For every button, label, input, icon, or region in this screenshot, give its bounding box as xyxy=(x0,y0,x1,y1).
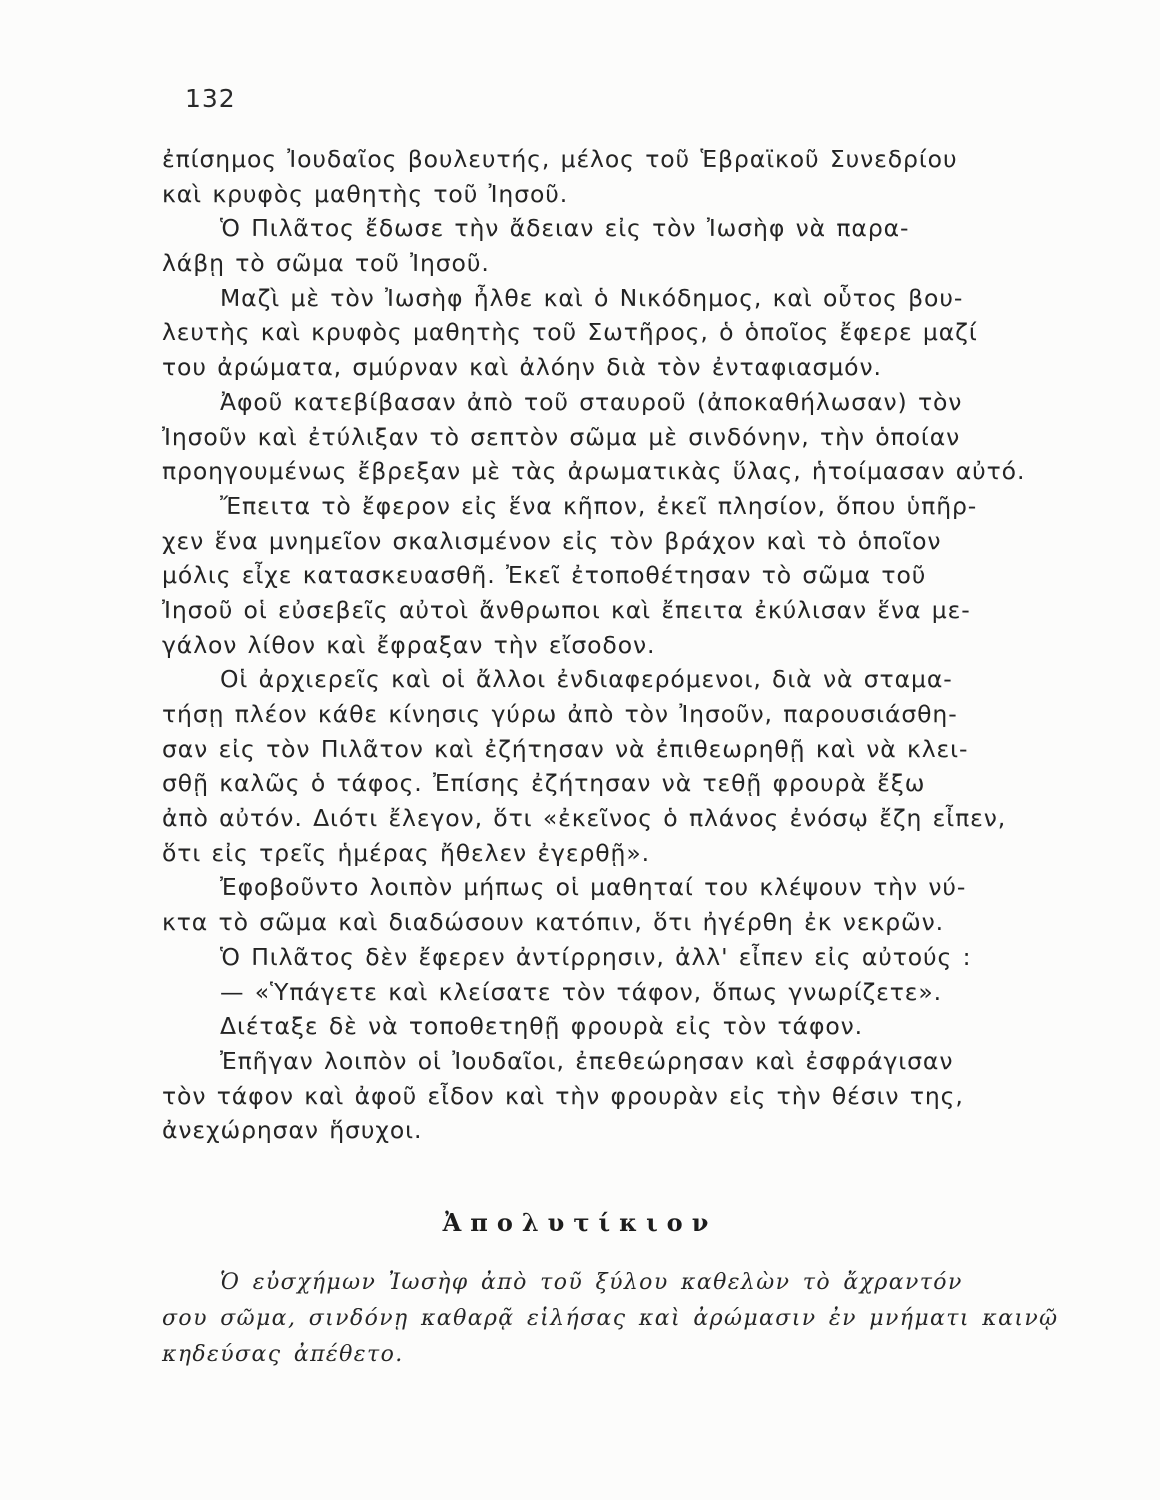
apolytikion-hymn xyxy=(162,1265,1097,1373)
hymn-line: κηδεύσας ἀπέθετο. xyxy=(162,1342,404,1367)
text-line: χεν ἕνα μνημεῖον σκαλισμένον εἰς τὸν βράχον καὶ τὸ ὁποῖον xyxy=(162,526,942,555)
hymn-line: σου σῶμα, σινδόνῃ καθαρᾷ εἱλήσας καὶ ἀρώμασιν ἐν μνήματι καινῷ xyxy=(162,1306,1059,1331)
hymn-line: Ὁ εὐσχήμων Ἰωσὴφ ἀπὸ τοῦ ξύλου καθελὼν τὸ ἄχραντόν xyxy=(220,1270,963,1295)
text-line: ἀνεχώρησαν ἥσυχοι. xyxy=(162,1116,423,1145)
page-number: 132 xyxy=(185,84,236,113)
text-line: λάβῃ τὸ σῶμα τοῦ Ἰησοῦ. xyxy=(162,249,490,278)
text-line: ἀπὸ αὐτόν. Διότι ἔλεγον, ὅτι «ἐκεῖνος ὁ πλάνος ἐνόσῳ ἔζη εἶπεν, xyxy=(162,804,1007,833)
text-line: κτα τὸ σῶμα καὶ διαδώσουν κατόπιν, ὅτι ἠγέρθη ἐκ νεκρῶν. xyxy=(162,908,944,937)
text-line: Ἐπῆγαν λοιπὸν οἱ Ἰουδαῖοι, ἐπεθεώρησαν καὶ ἐσφράγισαν xyxy=(220,1046,954,1075)
text-line: Οἱ ἀρχιερεῖς καὶ οἱ ἄλλοι ἐνδιαφερόμενοι, διὰ νὰ σταμα- xyxy=(220,665,953,694)
text-line: γάλον λίθον καὶ ἔφραξαν τὴν εἴσοδον. xyxy=(162,630,656,659)
text-line: Ἀφοῦ κατεβίβασαν ἀπὸ τοῦ σταυροῦ (ἀποκαθήλωσαν) τὸν xyxy=(220,387,963,416)
text-line: σθῇ καλῶς ὁ τάφος. Ἐπίσης ἐζήτησαν νὰ τεθῇ φρουρὰ ἔξω xyxy=(162,769,926,798)
apolytikion-heading: Ἀπολυτίκιον xyxy=(442,1208,718,1237)
text-line: τὸν τάφον καὶ ἀφοῦ εἶδον καὶ τὴν φρουρὰν εἰς τὴν θέσιν της, xyxy=(162,1081,964,1110)
text-line: Ἔπειτα τὸ ἔφερον εἰς ἕνα κῆπον, ἐκεῖ πλησίον, ὅπου ὑπῆρ- xyxy=(220,491,978,520)
text-line: ὅτι εἰς τρεῖς ἡμέρας ἤθελεν ἐγερθῇ». xyxy=(162,838,650,867)
text-line: λευτὴς καὶ κρυφὸς μαθητὴς τοῦ Σωτῆρος, ὁ ὁποῖος ἔφερε μαζί xyxy=(162,318,978,347)
text-line: Διέταξε δὲ νὰ τοποθετηθῇ φρουρὰ εἰς τὸν τάφον. xyxy=(220,1012,864,1041)
text-line: του ἀρώματα, σμύρναν καὶ ἀλόην διὰ τὸν ἐνταφιασμόν. xyxy=(162,353,882,382)
text-line: Ὁ Πιλᾶτος ἔδωσε τὴν ἄδειαν εἰς τὸν Ἰωσὴφ νὰ παρα- xyxy=(220,214,910,243)
text-line: Μαζὶ μὲ τὸν Ἰωσὴφ ἦλθε καὶ ὁ Νικόδημος, καὶ οὗτος βου- xyxy=(220,283,964,312)
text-line: Ἰησοῦν καὶ ἐτύλιξαν τὸ σεπτὸν σῶμα μὲ σινδόνην, τὴν ὁποίαν xyxy=(162,422,961,451)
text-line: μόλις εἶχε κατασκευασθῆ. Ἐκεῖ ἐτοποθέτησαν τὸ σῶμα τοῦ xyxy=(162,561,927,590)
text-line: Ἰησοῦ οἱ εὐσεβεῖς αὐτοὶ ἄνθρωποι καὶ ἔπειτα ἐκύλισαν ἕνα με- xyxy=(162,595,971,624)
text-line: σαν εἰς τὸν Πιλᾶτον καὶ ἐζήτησαν νὰ ἐπιθεωρηθῇ καὶ νὰ κλει- xyxy=(162,734,969,763)
text-line: καὶ κρυφὸς μαθητὴς τοῦ Ἰησοῦ. xyxy=(162,179,569,208)
text-line: προηγουμένως ἔβρεξαν μὲ τὰς ἀρωματικὰς ὕλας, ἡτοίμασαν αὐτό. xyxy=(162,457,1026,486)
text-line: — «Ὑπάγετε καὶ κλείσατε τὸν τάφον, ὅπως γνωρίζετε». xyxy=(220,977,943,1006)
body-text xyxy=(162,142,1092,1148)
text-line: τήσῃ πλέον κάθε κίνησις γύρω ἀπὸ τὸν Ἰησοῦν, παρουσιάσθη- xyxy=(162,700,958,728)
text-line: ἐπίσημος Ἰουδαῖος βουλευτής, μέλος τοῦ Ἑβραϊκοῦ Συνεδρίου xyxy=(162,145,958,173)
text-line: Ἐφοβοῦντο λοιπὸν μήπως οἱ μαθηταί του κλέψουν τὴν νύ- xyxy=(220,873,967,902)
text-line: Ὁ Πιλᾶτος δὲν ἔφερεν ἀντίρρησιν, ἀλλ' εἶπεν εἰς αὐτούς : xyxy=(220,942,972,971)
